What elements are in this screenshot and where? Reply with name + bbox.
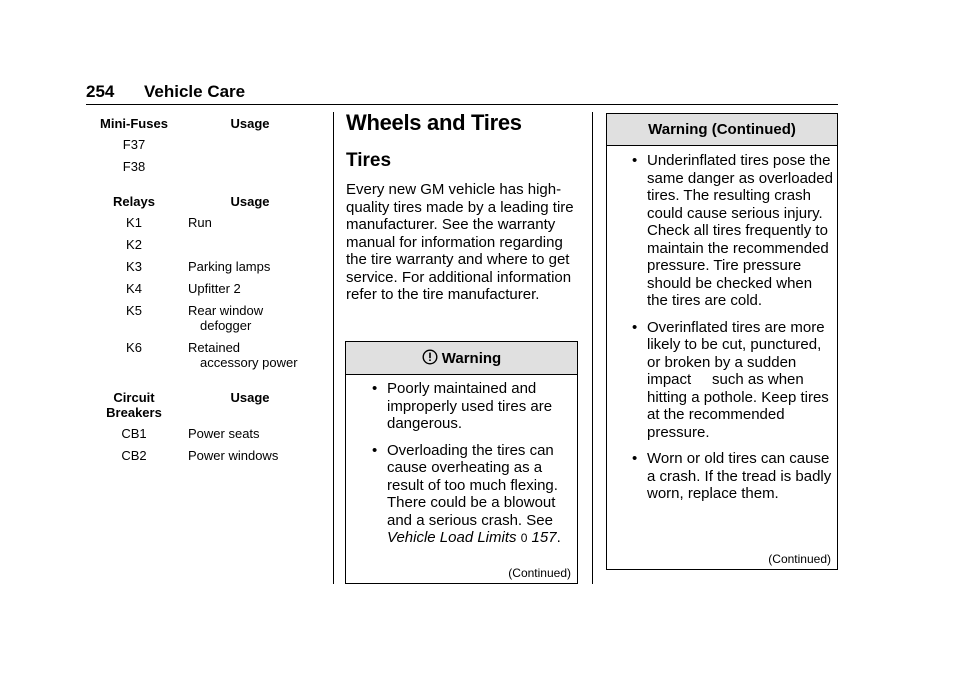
warning-box-continued — [606, 113, 838, 570]
breaker-id: CB1 — [121, 426, 147, 441]
warning-box — [345, 341, 578, 584]
table-row — [86, 215, 318, 230]
table-row — [86, 259, 318, 274]
relay-id: K3 — [126, 259, 142, 274]
relay-id: K5 — [126, 303, 142, 318]
column-header-line: Breakers — [106, 405, 162, 420]
fuse-tables-column — [86, 116, 318, 479]
bullet: • — [372, 380, 378, 397]
relay-usage-line: accessory power — [200, 355, 298, 370]
relay-usage: Upfitter 2 — [188, 281, 241, 296]
mini-fuses-table — [86, 116, 318, 174]
breaker-usage: Power seats — [188, 426, 260, 441]
warning-item-text: Worn or old tires can cause a crash. If the tread is badly worn, replace them. — [647, 450, 832, 502]
warning-item-text: Overinflated tires are more likely to be cut, punctured, or broken by a sudden impact such as when hitting a pothole. Keep tires at the recommended pressure. — [647, 318, 833, 441]
relay-usage — [182, 340, 318, 370]
column-header: Mini-Fuses — [100, 116, 168, 131]
relay-usage: Parking lamps — [188, 259, 271, 274]
relay-id: K4 — [126, 281, 142, 296]
warning-item-text: Overloading the tires can cause overheating as a result of too much flexing. There could be a blowout and a serious crash. See — [387, 441, 558, 529]
page-header — [86, 82, 245, 102]
page-number: 254 — [86, 82, 115, 101]
warning-item — [346, 380, 571, 433]
column-header: Usage — [230, 116, 270, 131]
warning-item — [607, 319, 833, 442]
column-header: Relays — [113, 194, 155, 209]
bullet: • — [632, 152, 638, 169]
column-header-line: Circuit — [113, 390, 155, 405]
warning-item — [607, 450, 833, 503]
warning-title: Warning (Continued) — [607, 114, 837, 146]
column-divider — [333, 112, 334, 584]
circuit-breakers-table — [86, 390, 318, 463]
cross-reference-page[interactable]: 157 — [531, 529, 557, 546]
relays-table — [86, 194, 318, 370]
table-row — [86, 448, 318, 463]
subsection-heading: Tires — [346, 150, 392, 171]
warning-item — [607, 152, 833, 310]
warning-item-text: Underinflated tires pose the same danger as overloaded tires. The resulting crash could cause serious injury. Check all tires frequently to maintain the recommended pressure. Tire pressure should be checked when the tires are cold. — [647, 152, 833, 309]
table-row — [86, 303, 318, 333]
warning-list — [607, 146, 837, 503]
fuse-id: F37 — [122, 137, 146, 152]
warning-title — [346, 342, 577, 375]
bullet: • — [632, 450, 638, 467]
relay-usage-line: defogger — [200, 318, 252, 333]
table-header — [86, 194, 318, 209]
table-row — [86, 340, 318, 370]
column-header — [86, 390, 182, 420]
header-rule — [86, 104, 838, 105]
fuse-usage — [182, 137, 318, 152]
tires-section — [346, 110, 580, 304]
table-row — [86, 281, 318, 296]
bullet: • — [632, 318, 638, 336]
fuse-usage — [182, 159, 318, 174]
relay-usage-line: Rear window — [188, 303, 264, 318]
page-arrow-icon: 0 — [520, 531, 528, 545]
relay-id: K2 — [126, 237, 142, 252]
fuse-id: F38 — [122, 159, 146, 174]
warning-list — [346, 375, 577, 548]
continued-label: (Continued) — [768, 552, 831, 566]
table-header — [86, 390, 318, 420]
relay-usage — [182, 303, 318, 333]
section-heading: Wheels and Tires — [346, 110, 522, 135]
table-row — [86, 137, 318, 152]
warning-title-text: Warning — [441, 350, 502, 367]
warning-item-text: Poorly maintained and improperly used tires are dangerous. — [387, 380, 553, 432]
breaker-usage: Power windows — [188, 448, 279, 463]
column-header: Usage — [230, 194, 270, 209]
continued-label: (Continued) — [508, 566, 571, 580]
bullet: • — [372, 441, 378, 459]
cross-reference-link[interactable]: Vehicle Load Limits — [387, 529, 517, 546]
table-row — [86, 159, 318, 174]
column-divider — [592, 112, 593, 584]
column-header: Usage — [230, 390, 270, 405]
relay-id: K1 — [126, 215, 142, 230]
table-row — [86, 237, 318, 252]
breaker-id: CB2 — [121, 448, 147, 463]
relay-usage — [182, 237, 318, 252]
relay-id: K6 — [126, 340, 142, 355]
intro-paragraph: Every new GM vehicle has high-quality tires made by a leading tire manufacturer. See the warranty manual for information regarding the tire warranty and where to get service. For additional information refer to the tire manufacturer. — [346, 181, 574, 303]
table-header — [86, 116, 318, 131]
warning-item: • Overloading the tires can cause overheating as a result of too much flexing. There could be a blowout and a serious crash. See Vehicle Load Limits 0 157. — [372, 441, 561, 546]
warning-icon — [422, 349, 438, 365]
section-title: Vehicle Care — [144, 82, 246, 101]
relay-usage-line: Retained — [188, 340, 241, 355]
relay-usage: Run — [188, 215, 212, 230]
table-row — [86, 426, 318, 441]
